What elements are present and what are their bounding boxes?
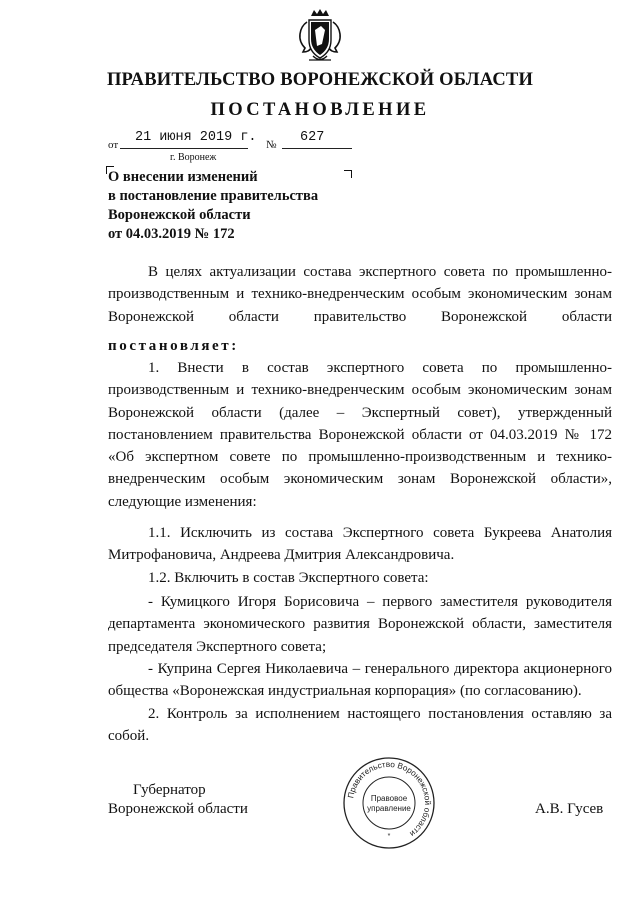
stamp-star-icon: * bbox=[387, 833, 391, 840]
signatory-position-line1: Губернатор bbox=[133, 782, 206, 798]
coat-of-arms-emblem bbox=[297, 8, 343, 66]
item-1-paragraph: 1. Внести в состав экспертного совета по промышленно-производственным и технико-внедренческим особым экономическим зонам Воронежской области (далее – Экспертный совет), утвержденный постановлением правительства Воронежской области от 04.03.2019 № 172 «Об экспертном совете по промышленно-производственным и технико-внедренческим особым экономическим зонам Воронежской области», следующие изменения: bbox=[108, 360, 612, 510]
date-prefix: от bbox=[108, 139, 119, 151]
item-2-paragraph: 2. Контроль за исполнением настоящего постановления оставляю за собой. bbox=[108, 706, 612, 745]
signatory-position-line2: Воронежской области bbox=[108, 801, 248, 817]
resolves-word bbox=[108, 335, 612, 357]
date-value: 21 июня 2019 г. bbox=[135, 130, 257, 145]
item-1-2-b-paragraph: - Куприна Сергея Николаевича – генерального директора акционерного общества «Воронежская индустриальная корпорация» (по согласованию). bbox=[108, 661, 612, 700]
city-name: г. Воронеж bbox=[170, 152, 217, 163]
stamp-center-line2: управление bbox=[367, 804, 411, 813]
subject-line: в постановление правительства bbox=[108, 188, 319, 204]
signatory-name: А.В. Гусев bbox=[535, 801, 604, 817]
item-1-2-paragraph: 1.2. Включить в состав Экспертного совета: bbox=[148, 570, 429, 586]
item-1-2-a-paragraph: - Кумицкого Игоря Борисовича – первого заместителя руководителя департамента экономического развития Воронежской области, заместителя председателя Экспертного совета; bbox=[108, 594, 612, 655]
number-prefix: № bbox=[266, 139, 277, 151]
subject-block bbox=[108, 168, 318, 244]
subject-line: О внесении изменений bbox=[108, 169, 258, 185]
stamp-center-line1: Правовое bbox=[370, 794, 408, 803]
date-underline bbox=[120, 148, 248, 149]
resolves-label: постановляет: bbox=[108, 338, 239, 354]
stamp-ring-text: Правительство Воронежской области bbox=[346, 759, 433, 839]
document-type-title: ПОСТАНОВЛЕНИЕ bbox=[210, 100, 430, 120]
corner-mark-right bbox=[344, 170, 352, 178]
subject-line: Воронежской области bbox=[108, 207, 251, 223]
intro-paragraph: В целях актуализации состава экспертного совета по промышленно-производственным и технико-внедренческим особым экономическим зонам Воронежской области правительство Воронежской области bbox=[108, 264, 612, 325]
subject-line: от 04.03.2019 № 172 bbox=[108, 226, 235, 242]
item-1-1-paragraph: 1.1. Исключить из состава Экспертного совета Букреева Анатолия Митрофановича, Андреева Дмитрия Александровича. bbox=[108, 525, 612, 564]
legal-department-stamp bbox=[342, 756, 436, 850]
document-number: 627 bbox=[300, 130, 325, 145]
number-underline bbox=[282, 148, 352, 149]
government-title: ПРАВИТЕЛЬСТВО ВОРОНЕЖСКОЙ ОБЛАСТИ bbox=[106, 70, 534, 90]
